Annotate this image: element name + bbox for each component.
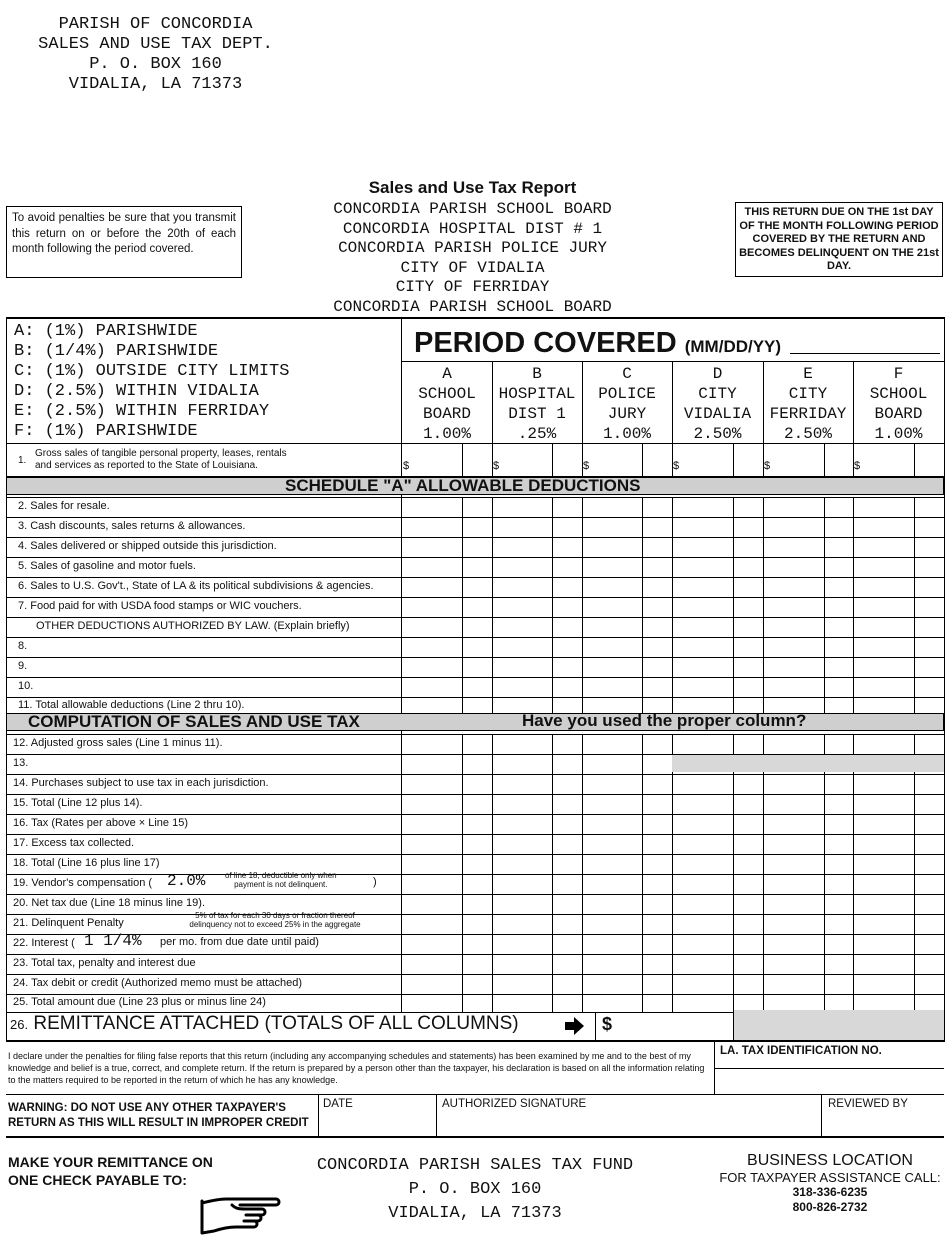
period-covered-label [414, 327, 781, 360]
grid-line [595, 1012, 596, 1040]
amount-cell[interactable] [402, 558, 491, 576]
amount-cell[interactable] [764, 975, 852, 993]
rate-item: D: (2.5%) WITHIN VIDALIA [14, 382, 259, 401]
amount-cell[interactable] [402, 518, 491, 536]
amount-cell[interactable] [673, 995, 762, 1011]
amount-cell[interactable] [493, 444, 581, 476]
amount-cell[interactable] [583, 578, 671, 596]
column-header-c [582, 364, 672, 444]
line26-text: REMITTANCE ATTACHED (TOTALS OF ALL COLUMNS) [33, 1013, 519, 1034]
amount-cell[interactable] [854, 444, 943, 476]
amount-cell[interactable] [673, 698, 762, 712]
amount-cell[interactable] [673, 775, 762, 793]
amount-cell[interactable] [854, 658, 943, 676]
line-number: 1. [18, 455, 27, 466]
column-letter: A [442, 365, 452, 383]
amount-cell[interactable] [764, 698, 852, 712]
amount-cell[interactable] [854, 855, 943, 873]
amount-cell[interactable] [673, 955, 762, 973]
column-header-f [853, 364, 944, 444]
column-name: HOSPITAL [498, 385, 576, 403]
amount-cell[interactable] [402, 775, 491, 793]
interest-rate: 1 1/4% [84, 932, 142, 950]
amount-cell[interactable] [673, 518, 762, 536]
amount-cell[interactable] [673, 638, 762, 656]
schedule-a-title: SCHEDULE "A" ALLOWABLE DEDUCTIONS [285, 476, 641, 495]
amount-cell[interactable] [583, 795, 671, 813]
column-rate: 1.00% [874, 425, 923, 443]
computation-line-label: 24. Tax debit or credit (Authorized memo must be attached) [13, 977, 302, 989]
amount-cell[interactable] [402, 658, 491, 676]
deduction-line-label: 2. Sales for resale. [18, 500, 110, 512]
amount-cell[interactable] [493, 678, 581, 696]
amount-cell[interactable] [673, 875, 762, 893]
column-rate: 1.00% [422, 425, 471, 443]
amount-cell[interactable] [583, 678, 671, 696]
date-label: DATE [323, 1098, 353, 1110]
amount-cell[interactable] [854, 678, 943, 696]
amount-cell[interactable] [493, 795, 581, 813]
deduction-line-label: 9. [18, 660, 28, 672]
amount-cell[interactable] [764, 678, 852, 696]
computation-title: COMPUTATION OF SALES AND USE TAX [28, 712, 360, 731]
amount-cell[interactable] [493, 658, 581, 676]
grid-line [6, 1040, 944, 1042]
amount-cell[interactable] [493, 815, 581, 833]
remittance-label [8, 1153, 213, 1189]
amount-cell[interactable] [764, 598, 852, 616]
column-letter: E [803, 365, 813, 383]
column-name: BOARD [874, 405, 923, 423]
amount-cell[interactable] [493, 895, 581, 913]
amount-cell[interactable] [493, 855, 581, 873]
column-header-d [672, 364, 763, 444]
amount-cell[interactable] [402, 598, 491, 616]
amount-cell[interactable] [764, 638, 852, 656]
amount-cell[interactable] [764, 618, 852, 636]
amount-cell[interactable] [854, 775, 943, 793]
signature-label: AUTHORIZED SIGNATURE [442, 1098, 587, 1110]
grid-line [6, 317, 944, 319]
computation-line-label: 15. Total (Line 12 plus 14). [13, 797, 143, 809]
computation-line-label: 18. Total (Line 16 plus line 17) [13, 857, 160, 869]
amount-cell[interactable] [402, 755, 491, 773]
jurisdiction: CITY OF VIDALIA [400, 258, 545, 277]
declaration-text: I declare under the penalties for filing false reports that this return (including any accompanying schedules and statements) has been examined by me and to the best of my knowledge and belief is a true, correct, and complete return. If the return is prepared by a person other than the taxpayer, his declaration is based on all the information relating to the matters required to be reported in the return of which he has any knowledge. [8, 1051, 705, 1085]
line-number: 26. [10, 1017, 29, 1032]
dollar-sign: $ [854, 460, 861, 472]
computation-line-label: 25. Total amount due (Line 23 plus or minus line 24) [13, 996, 266, 1008]
amount-cell[interactable] [673, 538, 762, 556]
amount-cell[interactable] [583, 915, 671, 933]
amount-cell[interactable] [583, 815, 671, 833]
amount-cell[interactable] [854, 618, 943, 636]
amount-cell[interactable] [764, 444, 852, 476]
arrow-right-icon [565, 1016, 585, 1041]
amount-cell[interactable] [583, 698, 671, 712]
amount-cell[interactable] [673, 678, 762, 696]
amount-cell[interactable] [764, 935, 852, 953]
column-name: BOARD [422, 405, 471, 423]
amount-cell[interactable] [583, 935, 671, 953]
amount-cell[interactable] [764, 835, 852, 853]
column-header-a [402, 364, 492, 444]
amount-cell[interactable] [764, 518, 852, 536]
column-name: SCHOOL [869, 385, 928, 403]
amount-cell[interactable] [583, 498, 671, 516]
amount-cell[interactable] [854, 995, 943, 1011]
dollar-sign: $ [673, 460, 680, 472]
phone-number: 800-826-2732 [792, 1200, 868, 1214]
amount-cell[interactable] [493, 875, 581, 893]
amount-cell[interactable] [764, 735, 852, 753]
amount-cell[interactable] [402, 498, 491, 516]
amount-cell[interactable] [673, 895, 762, 913]
column-name: SCHOOL [418, 385, 476, 403]
rate-item: B: (1/4%) PARISHWIDE [14, 342, 219, 361]
amount-cell[interactable] [854, 915, 943, 933]
grid-line [821, 1094, 822, 1136]
la-tax-id-label: LA. TAX IDENTIFICATION NO. [720, 1045, 882, 1057]
remittance-address-line: VIDALIA, LA 71373 [388, 1204, 562, 1223]
amount-cell[interactable] [402, 638, 491, 656]
business-location [712, 1152, 948, 1215]
amount-cell[interactable] [493, 975, 581, 993]
computation-line-label: 22. Interest ( [13, 937, 75, 949]
amount-cell[interactable] [493, 698, 581, 712]
period-format: (MM/DD/YY) [684, 337, 782, 356]
amount-cell[interactable] [493, 558, 581, 576]
amount-cell[interactable] [493, 995, 581, 1011]
amount-cell[interactable] [673, 658, 762, 676]
amount-cell[interactable] [493, 518, 581, 536]
jurisdiction: CITY OF FERRIDAY [395, 278, 550, 296]
remittance-address-line: P. O. BOX 160 [408, 1180, 542, 1199]
amount-cell[interactable] [402, 698, 491, 712]
address-line: P. O. BOX 160 [89, 55, 222, 74]
amount-cell[interactable] [854, 698, 943, 712]
rate-list [14, 322, 289, 442]
amount-cell[interactable] [402, 815, 491, 833]
amount-cell[interactable] [583, 638, 671, 656]
amount-cell[interactable] [673, 795, 762, 813]
due-date-notice: THIS RETURN DUE ON THE 1st DAY OF THE MONTH FOLLOWING PERIOD COVERED BY THE RETURN AND BECOMES DELINQUENT ON THE 21st DAY. [735, 202, 943, 277]
amount-cell[interactable] [854, 935, 943, 953]
column-letter: C [622, 365, 632, 383]
amount-cell[interactable] [402, 855, 491, 873]
amount-cell[interactable] [493, 498, 581, 516]
computation-line-label: 12. Adjusted gross sales (Line 1 minus 11). [13, 737, 223, 749]
column-header-e [763, 364, 853, 444]
amount-cell[interactable] [583, 955, 671, 973]
grid-line [6, 1136, 944, 1138]
period-title: PERIOD COVERED [414, 327, 677, 359]
computation-line-label: 13. [13, 757, 29, 769]
amount-cell[interactable] [673, 975, 762, 993]
remittance-address-line: CONCORDIA PARISH SALES TAX FUND [316, 1156, 634, 1175]
amount-cell[interactable] [583, 835, 671, 853]
amount-cell[interactable] [583, 995, 671, 1011]
column-name: CITY [698, 385, 737, 403]
vendor-comp-note-line: of line 18, deductible only when [225, 871, 337, 880]
amount-cell[interactable] [854, 735, 943, 753]
amount-cell[interactable] [673, 444, 762, 476]
column-rate: 1.00% [602, 425, 651, 443]
deduction-line-label: 8. [18, 640, 28, 652]
amount-cell[interactable] [764, 795, 852, 813]
amount-cell[interactable] [673, 835, 762, 853]
amount-cell[interactable] [764, 498, 852, 516]
amount-cell[interactable] [402, 935, 491, 953]
amount-cell[interactable] [764, 895, 852, 913]
amount-cell[interactable] [583, 558, 671, 576]
column-name: FERRIDAY [769, 405, 847, 423]
computation-line-label: 19. Vendor's compensation ( [13, 877, 153, 889]
column-name: DIST 1 [508, 405, 566, 423]
deduction-line-label: 11. Total allowable deductions (Line 2 thru 10). [18, 699, 245, 711]
amount-cell[interactable] [402, 955, 491, 973]
line26-amount-input[interactable] [620, 1012, 732, 1038]
amount-cell[interactable] [854, 955, 943, 973]
amount-cell[interactable] [493, 638, 581, 656]
line1-text: and services as reported to the State of Louisiana. [35, 460, 258, 471]
la-tax-id-input[interactable] [718, 1062, 942, 1090]
amount-cell[interactable] [764, 875, 852, 893]
amount-cell[interactable] [583, 598, 671, 616]
dollar-sign: $ [403, 460, 410, 472]
column-check-prompt: Have you used the proper column? [522, 711, 807, 730]
line13-shaded [672, 755, 944, 772]
vendor-comp-note [225, 871, 337, 889]
column-name: CITY [788, 385, 828, 403]
assistance-label: FOR TAXPAYER ASSISTANCE CALL: [719, 1170, 941, 1185]
amount-cell[interactable] [673, 558, 762, 576]
amount-cell[interactable] [764, 955, 852, 973]
pointing-hand-icon [196, 1195, 282, 1242]
amount-cell[interactable] [673, 598, 762, 616]
reviewed-by-label: REVIEWED BY [828, 1098, 908, 1110]
amount-cell[interactable] [493, 835, 581, 853]
column-letter: B [532, 365, 542, 383]
department-address [18, 15, 293, 95]
amount-cell[interactable] [764, 578, 852, 596]
phone-number: 318-336-6235 [792, 1185, 868, 1199]
amount-cell[interactable] [402, 975, 491, 993]
amount-cell[interactable] [854, 875, 943, 893]
grid-line [6, 1094, 944, 1095]
amount-cell[interactable] [493, 578, 581, 596]
amount-cell[interactable] [854, 975, 943, 993]
line26-remittance [10, 1013, 519, 1035]
amount-cell[interactable] [583, 538, 671, 556]
amount-cell[interactable] [764, 855, 852, 873]
column-rate: 2.50% [693, 425, 742, 443]
remittance-label-line: MAKE YOUR REMITTANCE ON [8, 1154, 213, 1170]
amount-cell[interactable] [764, 775, 852, 793]
amount-cell[interactable] [493, 955, 581, 973]
amount-cell[interactable] [583, 518, 671, 536]
address-line: PARISH OF CONCORDIA [58, 15, 253, 34]
vendor-comp-rate: 2.0% [167, 872, 206, 890]
warning-text [8, 1101, 309, 1131]
penalty-note-line: 5% of tax for each 30 days or fraction thereof [195, 911, 355, 920]
vendor-comp-close: ) [373, 876, 377, 888]
amount-cell[interactable] [402, 795, 491, 813]
penalty-note [160, 911, 390, 929]
dollar-sign: $ [493, 460, 500, 472]
penalty-notice: To avoid penalties be sure that you transmit this return on or before the 20th of each month following the period covered. [6, 206, 242, 278]
column-name: POLICE [598, 385, 656, 403]
column-name: JURY [607, 405, 647, 423]
amount-cell[interactable] [493, 735, 581, 753]
vendor-comp-note-line: payment is not delinquent. [234, 880, 328, 889]
amount-cell[interactable] [402, 444, 491, 476]
amount-cell[interactable] [493, 775, 581, 793]
deduction-line-label: 7. Food paid for with USDA food stamps or WIC vouchers. [18, 600, 302, 612]
amount-cell[interactable] [583, 895, 671, 913]
column-name: VIDALIA [683, 405, 752, 423]
amount-cell[interactable] [673, 735, 762, 753]
deduction-line-label: 6. Sales to U.S. Gov't., State of LA & its political subdivisions & agencies. [18, 580, 374, 592]
warning-line: WARNING: DO NOT USE ANY OTHER TAXPAYER'S [8, 1102, 286, 1114]
amount-cell[interactable] [854, 558, 943, 576]
amount-cell[interactable] [493, 915, 581, 933]
amount-cell[interactable] [583, 775, 671, 793]
amount-cell[interactable] [673, 578, 762, 596]
amount-cell[interactable] [493, 598, 581, 616]
amount-cell[interactable] [583, 875, 671, 893]
amount-cell[interactable] [673, 915, 762, 933]
deduction-line-label: 3. Cash discounts, sales returns & allowances. [18, 520, 246, 532]
jurisdiction: CONCORDIA PARISH SCHOOL BOARD [333, 297, 612, 316]
period-covered-input[interactable] [790, 352, 940, 354]
amount-cell[interactable] [673, 618, 762, 636]
amount-cell[interactable] [673, 855, 762, 873]
jurisdiction: CONCORDIA HOSPITAL DIST # 1 [342, 219, 603, 238]
amount-cell[interactable] [402, 735, 491, 753]
interest-text: per mo. from due date until paid) [160, 936, 319, 948]
computation-line-label: 16. Tax (Rates per above × Line 15) [13, 817, 188, 829]
line26-dollar: $ [602, 1014, 613, 1034]
amount-cell[interactable] [402, 538, 491, 556]
amount-cell[interactable] [402, 618, 491, 636]
amount-cell[interactable] [854, 578, 943, 596]
jurisdiction: CONCORDIA PARISH POLICE JURY [338, 239, 607, 257]
amount-cell[interactable] [583, 855, 671, 873]
rate-item: F: (1%) PARISHWIDE [14, 422, 198, 441]
amount-cell[interactable] [583, 658, 671, 676]
amount-cell[interactable] [583, 618, 671, 636]
amount-cell[interactable] [673, 935, 762, 953]
deduction-line-label: 5. Sales of gasoline and motor fuels. [18, 560, 196, 572]
address-line: VIDALIA, LA 71373 [68, 75, 243, 94]
amount-cell[interactable] [764, 558, 852, 576]
amount-cell[interactable] [402, 835, 491, 853]
column-header-b [492, 364, 582, 444]
amount-cell[interactable] [854, 835, 943, 853]
amount-cell[interactable] [854, 895, 943, 913]
computation-line-label: 17. Excess tax collected. [13, 837, 135, 849]
rate-item: A: (1%) PARISHWIDE [14, 322, 198, 341]
amount-cell[interactable] [854, 518, 943, 536]
dollar-sign: $ [764, 460, 771, 472]
amount-cell[interactable] [854, 815, 943, 833]
column-rate: 2.50% [783, 425, 832, 443]
amount-cell[interactable] [764, 538, 852, 556]
deduction-line-label: 4. Sales delivered or shipped outside this jurisdiction. [18, 540, 277, 552]
amount-cell[interactable] [854, 598, 943, 616]
column-rate: .25% [517, 425, 557, 443]
line1-label [35, 448, 287, 472]
amount-cell[interactable] [402, 678, 491, 696]
jurisdiction-list [300, 200, 645, 317]
amount-cell[interactable] [854, 538, 943, 556]
amount-cell[interactable] [764, 915, 852, 933]
amount-cell[interactable] [402, 875, 491, 893]
line26-shaded [734, 1010, 944, 1040]
amount-cell[interactable] [402, 895, 491, 913]
amount-cell[interactable] [493, 935, 581, 953]
amount-cell[interactable] [673, 498, 762, 516]
amount-cell[interactable] [764, 658, 852, 676]
deduction-line-label: OTHER DEDUCTIONS AUTHORIZED BY LAW. (Explain briefly) [36, 620, 350, 632]
amount-cell[interactable] [854, 795, 943, 813]
amount-cell[interactable] [583, 755, 671, 773]
amount-cell[interactable] [764, 815, 852, 833]
column-letter: D [712, 365, 723, 383]
amount-cell[interactable] [402, 578, 491, 596]
deduction-line-label: 10. [18, 680, 34, 692]
amount-cell[interactable] [493, 538, 581, 556]
remittance-address [285, 1154, 665, 1226]
amount-cell[interactable] [402, 915, 491, 933]
amount-cell[interactable] [854, 498, 943, 516]
amount-cell[interactable] [764, 995, 852, 1011]
amount-cell[interactable] [493, 755, 581, 773]
amount-cell[interactable] [673, 815, 762, 833]
warning-line: RETURN AS THIS WILL RESULT IN IMPROPER CREDIT [8, 1117, 309, 1129]
rate-item: E: (2.5%) WITHIN FERRIDAY [14, 402, 270, 421]
computation-line-label: 21. Delinquent Penalty [13, 917, 124, 929]
rate-item: C: (1%) OUTSIDE CITY LIMITS [14, 362, 290, 381]
column-letter: F [893, 365, 904, 383]
address-line: SALES AND USE TAX DEPT. [38, 35, 273, 54]
jurisdiction: CONCORDIA PARISH SCHOOL BOARD [333, 200, 612, 218]
business-location-title: BUSINESS LOCATION [747, 1152, 913, 1169]
amount-cell[interactable] [402, 995, 491, 1011]
report-title: Sales and Use Tax Report [368, 178, 577, 197]
computation-line-label: 20. Net tax due (Line 18 minus line 19). [13, 897, 206, 909]
signature-input[interactable] [437, 1112, 819, 1134]
date-input[interactable] [318, 1112, 433, 1134]
computation-line-label: 14. Purchases subject to use tax in each jurisdiction. [13, 777, 269, 789]
amount-cell[interactable] [854, 638, 943, 656]
line1-text: Gross sales of tangible personal property, leases, rentals [35, 448, 287, 459]
grid-line [944, 317, 945, 1042]
amount-cell[interactable] [583, 735, 671, 753]
amount-cell[interactable] [583, 444, 671, 476]
amount-cell[interactable] [583, 975, 671, 993]
dollar-sign: $ [583, 460, 590, 472]
penalty-note-line: delinquency not to exceed 25% in the aggregate [189, 920, 361, 929]
computation-line-label: 23. Total tax, penalty and interest due [13, 957, 196, 969]
amount-cell[interactable] [493, 618, 581, 636]
remittance-label-line: ONE CHECK PAYABLE TO: [8, 1172, 187, 1188]
